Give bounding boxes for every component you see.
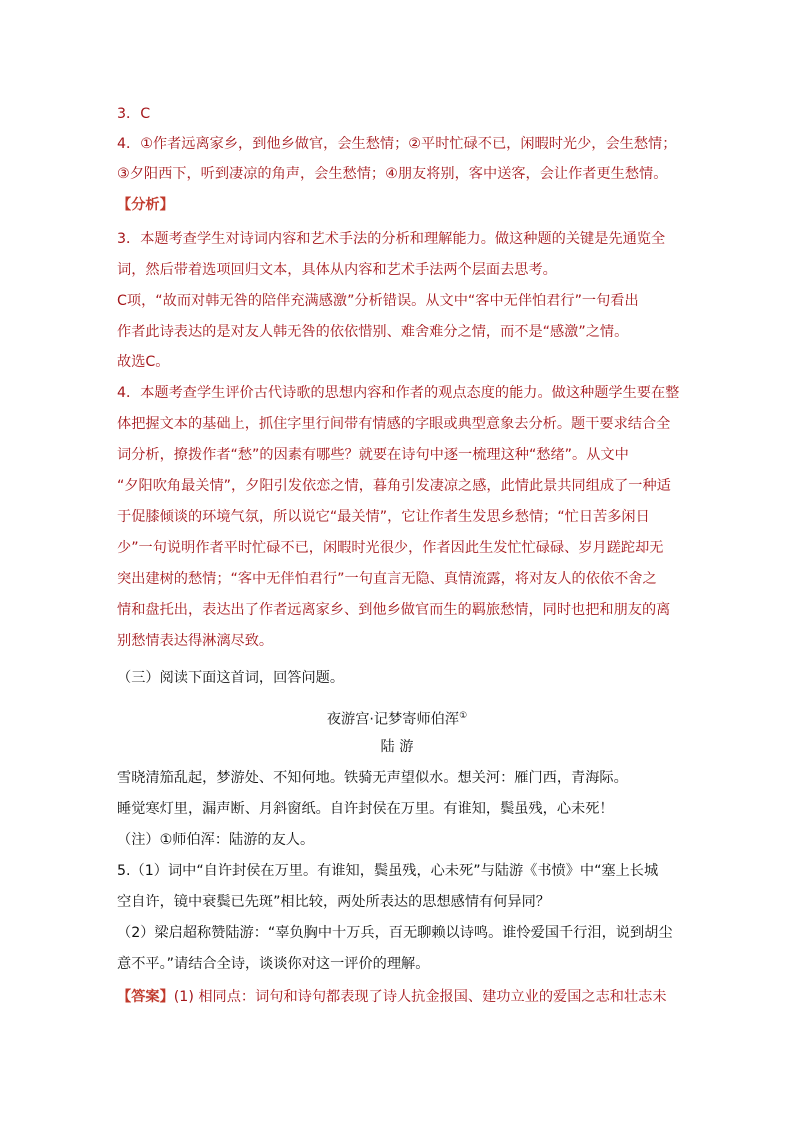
analysis-4-line: 突出建树的愁情；“客中无伴怕君行”一句直言无隐、真情流露，将对友人的依依不舍之	[117, 571, 657, 587]
poem-author: 陆 游	[380, 739, 414, 755]
poem-line: 雪晓清笳乱起，梦游处、不知何地。铁骑无声望似水。想关河：雁门西，青海际。	[117, 770, 628, 786]
poem-title-note-mark: ①	[459, 711, 468, 721]
analysis-4-line: “夕阳吹角最关情”，夕阳引发依恋之情，暮角引发凄凉之感，此情此景共同组成了一种适	[117, 478, 671, 494]
analysis-4-line: 体把握文本的基础上，抓住字里行间带有情感的字眼或典型意象去分析。题干要求结合全	[117, 416, 671, 432]
answer-3: 3．C	[117, 106, 151, 122]
answer-4-line-2: ③夕阳西下，听到凄凉的角声，会生愁情；④朋友将别，客中送客，会让作者更生愁情。	[117, 166, 668, 182]
poem-title-text: 夜游宫·记梦寄师伯浑	[326, 711, 460, 728]
analysis-4-line: 情和盘托出，表达出了作者远离家乡、到他乡做官而生的羁旅愁情，同时也把和朋友的离	[117, 602, 671, 618]
answer-4-line-1: 4．①作者远离家乡，到他乡做官，会生愁情；②平时忙碌不已，闲暇时光少，会生愁情；	[117, 136, 677, 152]
question-5-line: （2）梁启超称赞陆游：“辜负胸中十万兵，百无聊赖以诗鸣。谁怜爱国千行泪，说到胡尘	[117, 925, 673, 941]
poem-title	[0, 706, 794, 730]
answer-tag: 【答案】	[117, 989, 174, 1005]
section-intro: （三）阅读下面这首词，回答问题。	[117, 670, 345, 686]
question-5-line: 意不平。”请结合全诗，谈谈你对这一评价的理解。	[117, 956, 430, 972]
analysis-4-line: 词分析，撩拨作者“愁”的因素有哪些？就要在诗句中逐一梳理这种“愁绪”。从文中	[117, 447, 629, 463]
analysis-3-line: 作者此诗表达的是对友人韩无咎的依依惜别、难舍难分之情，而不是“感激”之情。	[117, 324, 629, 340]
analysis-4-line: 于促膝倾谈的环境气氛，所以说它“最关情”，它让作者生发思乡愁情；“忙日苦多闲日	[117, 509, 650, 525]
answer-text: (1) 相同点：词句和诗句都表现了诗人抗金报国、建功立业的爱国之志和壮志未	[173, 989, 667, 1005]
analysis-4-line: 少”一句说明作者平时忙碌不已，闲暇时光很少，作者因此生发忙忙碌碌、岁月蹉跎却无	[117, 540, 664, 556]
answer-line	[117, 987, 667, 1007]
question-5-line: 空自许，镜中衰鬓已先斑”相比较，两处所表达的思想感情有何异同？	[117, 894, 550, 910]
analysis-4-line: 别愁情表达得淋漓尽致。	[117, 633, 274, 649]
analysis-3-line: C项，“故而对韩无咎的陪伴充满感激”分析错误。从文中“客中无伴怕君行”一句看出	[117, 293, 639, 309]
analysis-4-line: 4．本题考查学生评价古代诗歌的思想内容和作者的观点态度的能力。做这种题学生要在整	[117, 385, 680, 401]
analysis-3-line: 3．本题考查学生对诗词内容和艺术手法的分析和理解能力。做这种题的关键是先通览全	[117, 231, 666, 247]
analysis-tag: 【分析】	[117, 197, 174, 213]
poem-line: 睡觉寒灯里，漏声断、月斜窗纸。自许封侯在万里。有谁知，鬓虽残，心未死！	[117, 801, 614, 817]
analysis-3-line: 故选C。	[117, 354, 170, 370]
question-5-line: 5.（1）词中“自许封侯在万里。有谁知，鬓虽残，心未死”与陆游《书愤》中“塞上长城	[117, 863, 659, 879]
poem-note: （注）①师伯浑：陆游的友人。	[117, 832, 315, 848]
analysis-3-line: 词，然后带着选项回归文本，具体从内容和艺术手法两个层面去思考。	[117, 262, 557, 278]
